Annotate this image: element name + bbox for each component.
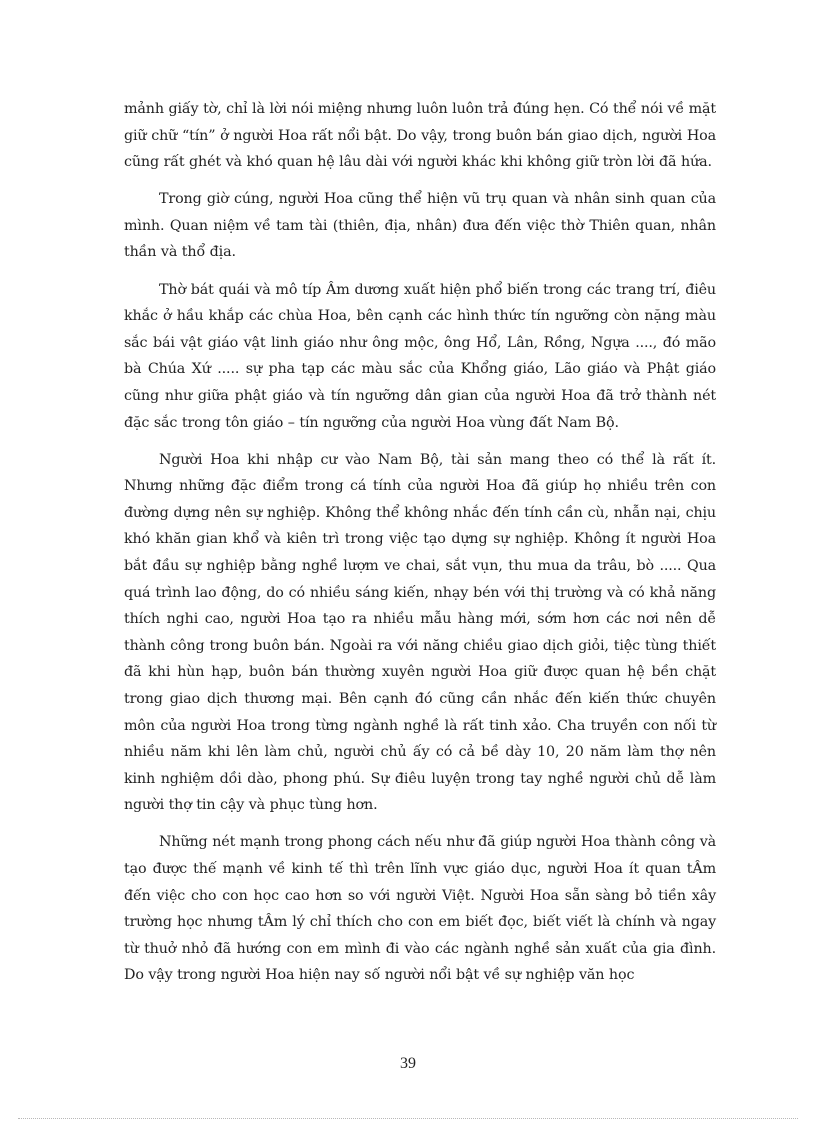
page-number: 39 — [400, 1055, 416, 1072]
page-bottom-divider — [18, 1118, 798, 1119]
paragraph-3: Thờ bát quái và mô típ Âm dương xuất hiện phổ biến trong các trang trí, điêu khắc ở hầu khắp các chùa Hoa, bên cạnh các hình thức tín ngưỡng còn nặng màu sắc bái vật giáo vật linh giáo như ông mộc, ông Hổ, Lân, Rồng, Ngựa ...., đó mão bà Chúa Xứ ..... sự pha tạp các màu sắc của Khổng giáo, Lão giáo và Phật giáo cũng như giữa phật giáo và tín ngưỡng dân gian của người Hoa đã trở thành nét đặc sắc trong tôn giáo – tín ngưỡng của người Hoa vùng đất Nam Bộ. — [124, 281, 716, 431]
paragraph-4: Người Hoa khi nhập cư vào Nam Bộ, tài sản mang theo có thể là rất ít. Nhưng những đặc điểm trong cá tính của người Hoa đã giúp họ nhiều trên con đường dựng nên sự nghiệp. Không thể không nhắc đến tính cần cù, nhẫn nại, chịu khó khăn gian khổ và kiên trì trong việc tạo dựng sự nghiệp. Không ít người Hoa bắt đầu sự nghiệp bằng nghề lượm ve chai, sắt vụn, thu mua da trâu, bò ..... Qua quá trình lao động, do có nhiều sáng kiến, nhạy bén với thị trường và có khả năng thích nghi cao, người Hoa tạo ra nhiều mẫu hàng mới, sớm hơn các nơi nên dễ thành công trong buôn bán. Ngoài ra với năng chiều giao dịch giỏi, tiệc tùng thiết đã khi hùn hạp, buôn bán thường xuyên người Hoa giữ được quan hệ bền chặt trong giao dịch thương mại. Bên cạnh đó cũng cần nhắc đến kiến thức chuyên môn của người Hoa trong từng ngành nghề là rất tinh xảo. Cha truyền con nối từ nhiều năm khi lên làm chủ, người chủ ấy có cả bề dày 10, 20 năm làm thợ nên kinh nghiệm dồi dào, phong phú. Sự điêu luyện trong tay nghề người chủ dễ làm người thợ tin cậy và phục tùng hơn. — [124, 451, 716, 814]
body-text — [124, 96, 716, 1000]
paragraph-2: Trong giờ cúng, người Hoa cũng thể hiện vũ trụ quan và nhân sinh quan của mình. Quan niệm về tam tài (thiên, địa, nhân) đưa đến việc thờ Thiên quan, nhân thần và thổ địa. — [124, 191, 716, 261]
paragraph-1: mảnh giấy tờ, chỉ là lời nói miệng nhưng luôn luôn trả đúng hẹn. Có thể nói về mặt giữ chữ “tín” ở người Hoa rất nổi bật. Do vậy, trong buôn bán giao dịch, người Hoa cũng rất ghét và khó quan hệ lâu dài với người khác khi không giữ tròn lời đã hứa. — [124, 101, 716, 171]
paragraph-5: Những nét mạnh trong phong cách nếu như đã giúp người Hoa thành công và tạo được thế mạnh về kinh tế thì trên lĩnh vực giáo dục, người Hoa ít quan tÂm đến việc cho con học cao hơn so với người Việt. Người Hoa sẵn sàng bỏ tiền xây trường học nhưng tÂm lý chỉ thích cho con em biết đọc, biết viết là chính và ngay từ thuở nhỏ đã hướng con em mình đi vào các ngành nghề sản xuất của gia đình. Do vậy trong người Hoa hiện nay số người nổi bật về sự nghiệp văn học — [124, 834, 716, 984]
